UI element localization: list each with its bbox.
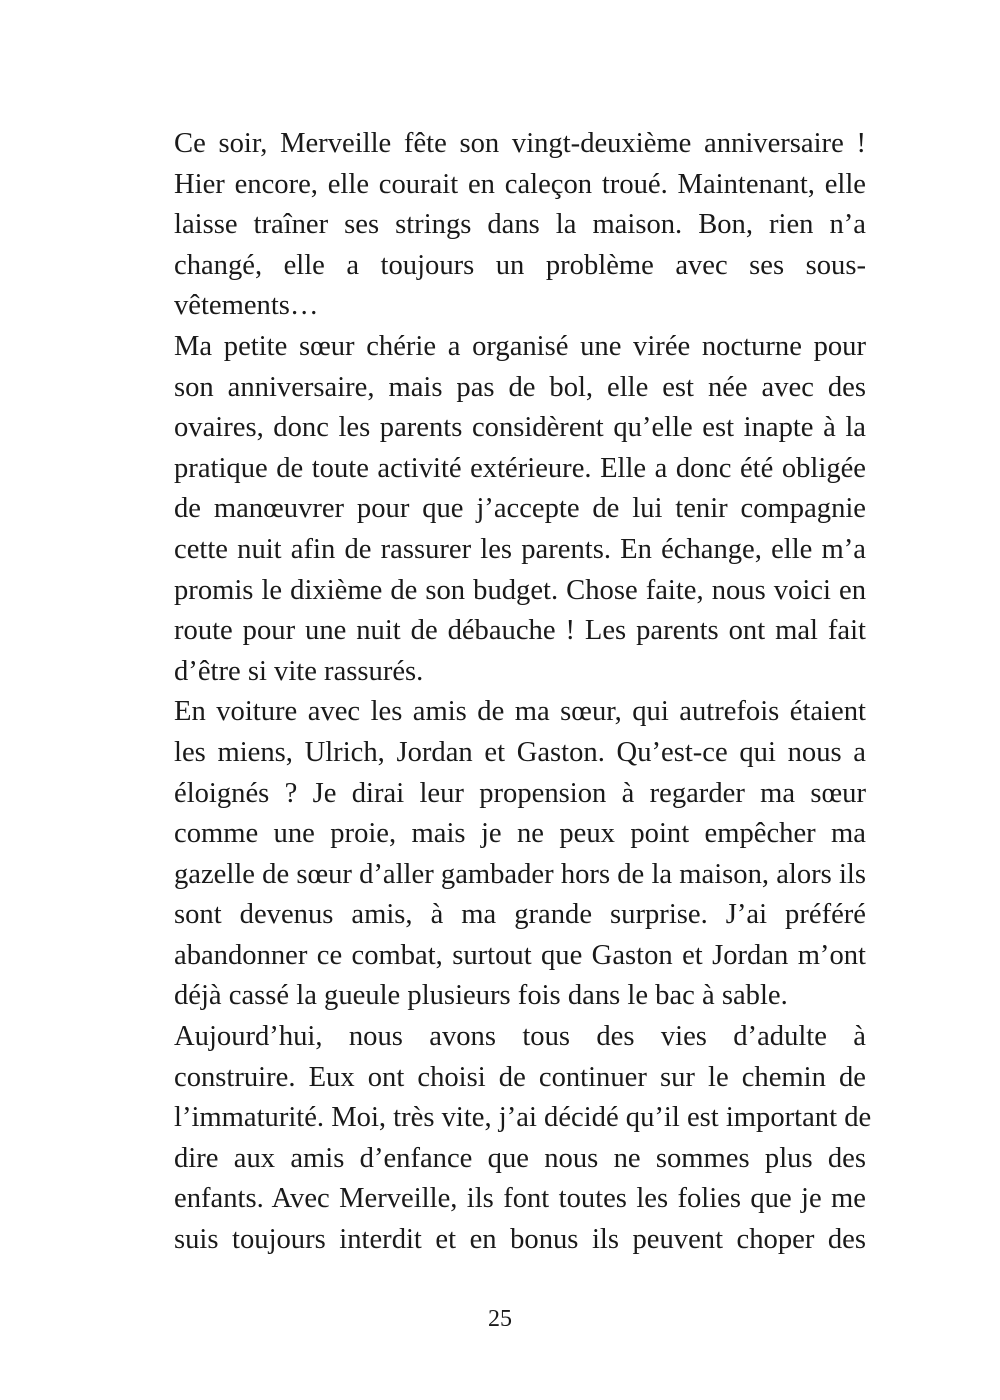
text-line: déjà cassé la gueule plusieurs fois dans le bac à sable. (174, 980, 788, 1012)
text-line: pratique de toute activité extérieure. Elle a donc été obligée (174, 452, 866, 484)
text-line: gazelle de sœur d’aller gambader hors de la maison, alors ils (174, 858, 866, 890)
paragraph-1 (134, 124, 866, 327)
text-line: abandonner ce combat, surtout que Gaston et Jordan m’ont (174, 939, 866, 971)
text-line: changé, elle a toujours un problème avec ses sous- (174, 249, 866, 281)
paragraph-2 (134, 327, 866, 692)
text-line: vêtements… (174, 290, 319, 322)
text-line: enfants. Avec Merveille, ils font toutes les folies que je me (174, 1183, 866, 1215)
paragraph-3 (134, 692, 866, 1017)
text-line: construire. Eux ont choisi de continuer sur le chemin de (174, 1061, 866, 1093)
text-line: cette nuit afin de rassurer les parents. En échange, elle m’a (174, 533, 866, 565)
text-line: les miens, Ulrich, Jordan et Gaston. Qu’est-ce qui nous a (174, 736, 866, 768)
text-line: suis toujours interdit et en bonus ils peuvent choper des (174, 1224, 866, 1256)
text-line: de manœuvrer pour que j’accepte de lui tenir compagnie (174, 493, 866, 525)
text-line: Hier encore, elle courait en caleçon troué. Maintenant, elle (174, 168, 866, 200)
text-line: promis le dixième de son budget. Chose faite, nous voici en (174, 574, 866, 606)
paragraph-4 (134, 1017, 872, 1261)
text-line: éloignés ? Je dirai leur propension à regarder ma sœur (174, 777, 866, 809)
text-line: comme une proie, mais je ne peux point empêcher ma (174, 818, 866, 850)
text-line: l’immaturité. Moi, très vite, j’ai décidé qu’il est important de (174, 1102, 872, 1134)
text-line: d’être si vite rassurés. (174, 655, 424, 687)
text-line: En voiture avec les amis de ma sœur, qui autrefois étaient (174, 696, 866, 728)
text-line: sont devenus amis, à ma grande surprise. J’ai préféré (174, 899, 866, 931)
text-line: ovaires, donc les parents considèrent qu’elle est inapte à la (174, 412, 866, 444)
text-line: route pour une nuit de débauche ! Les parents ont mal fait (174, 615, 866, 647)
text-line: Aujourd’hui, nous avons tous des vies d’adulte à (174, 1021, 866, 1053)
body-text (134, 124, 872, 1261)
text-line: Ma petite sœur chérie a organisé une virée nocturne pour (174, 330, 866, 362)
text-line: Ce soir, Merveille fête son vingt-deuxième anniversaire ! (174, 128, 866, 159)
text-line: dire aux amis d’enfance que nous ne sommes plus des (174, 1142, 866, 1174)
text-line: laisse traîner ses strings dans la maison. Bon, rien n’a (174, 209, 866, 241)
page-number: 25 (488, 1306, 512, 1332)
text-line: son anniversaire, mais pas de bol, elle est née avec des (174, 371, 866, 403)
